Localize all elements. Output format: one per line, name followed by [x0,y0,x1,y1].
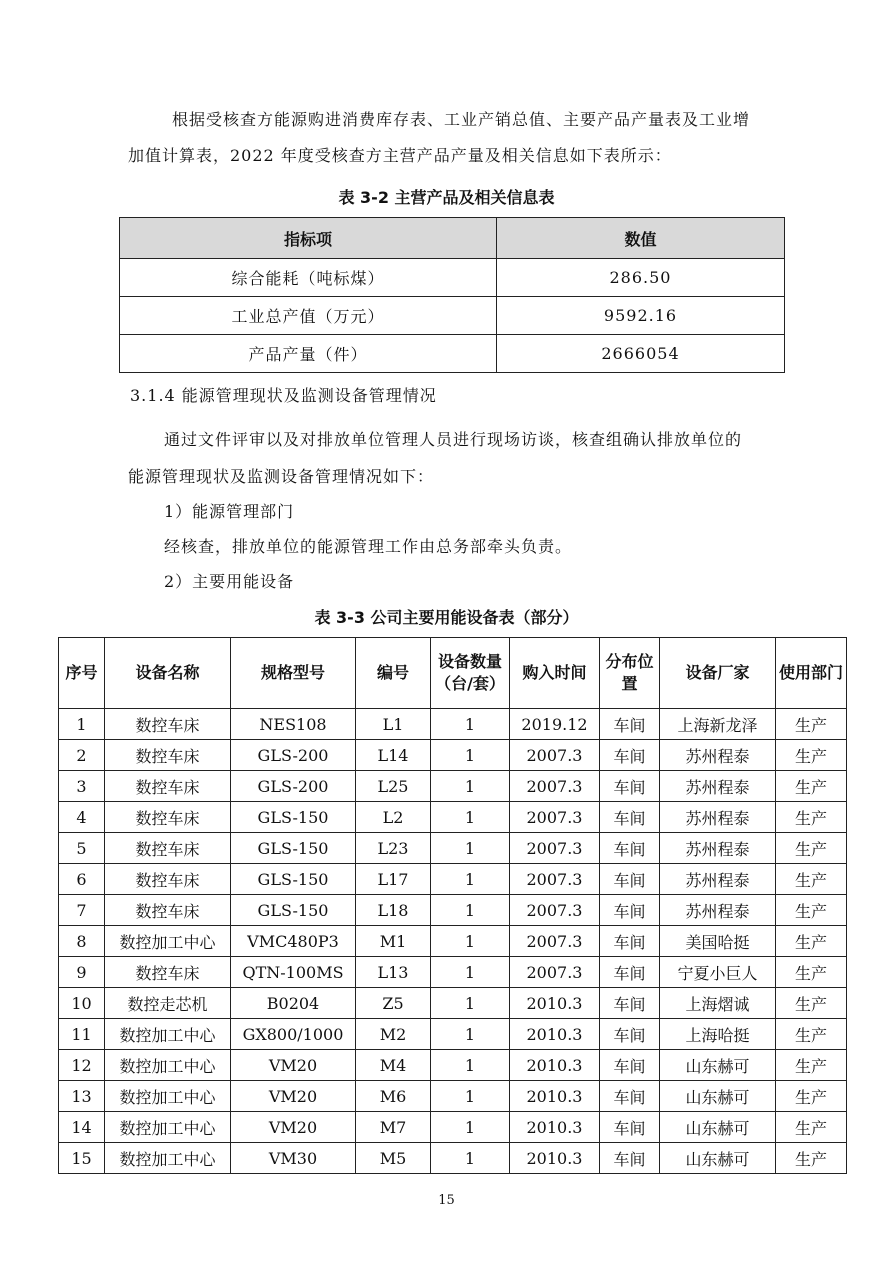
cell-equipment-name: 数控加工中心 [105,1112,231,1143]
cell-location: 车间 [600,1081,660,1112]
list-item-1-text: 经核查，排放单位的能源管理工作由总务部牵头负责。 [164,537,573,556]
cell-department: 生产 [776,740,847,771]
cell-model: VM20 [231,1081,356,1112]
cell-seq: 14 [59,1112,105,1143]
cell-department: 生产 [776,1019,847,1050]
cell-purchase-date: 2007.3 [510,926,600,957]
page-number: 15 [438,1193,455,1208]
cell-seq: 10 [59,988,105,1019]
cell-manufacturer: 山东赫可 [660,1143,776,1174]
list-item-1: 1）能源管理部门 [164,502,295,521]
cell-code: L25 [356,771,431,802]
cell-seq: 7 [59,895,105,926]
cell-equipment-name: 数控车床 [105,740,231,771]
cell-department: 生产 [776,1050,847,1081]
cell-value: 2666054 [497,335,785,373]
cell-manufacturer: 山东赫可 [660,1112,776,1143]
cell-manufacturer: 苏州程泰 [660,895,776,926]
cell-purchase-date: 2007.3 [510,864,600,895]
cell-purchase-date: 2007.3 [510,957,600,988]
cell-manufacturer: 上海新龙泽 [660,709,776,740]
header-purchase-date: 购入时间 [510,638,600,709]
table-row [59,1050,847,1081]
cell-purchase-date: 2010.3 [510,1050,600,1081]
cell-manufacturer: 上海熠诚 [660,988,776,1019]
cell-seq: 3 [59,771,105,802]
table-row [120,259,785,297]
cell-department: 生产 [776,1143,847,1174]
cell-quantity: 1 [431,1112,510,1143]
cell-equipment-name: 数控车床 [105,864,231,895]
cell-purchase-date: 2010.3 [510,1143,600,1174]
cell-seq: 11 [59,1019,105,1050]
cell-location: 车间 [600,895,660,926]
cell-equipment-name: 数控加工中心 [105,1143,231,1174]
table-row [59,833,847,864]
cell-location: 车间 [600,1143,660,1174]
cell-manufacturer: 上海哈挺 [660,1019,776,1050]
cell-model: VM20 [231,1112,356,1143]
cell-model: VMC480P3 [231,926,356,957]
cell-seq: 13 [59,1081,105,1112]
cell-department: 生产 [776,926,847,957]
table-row [59,709,847,740]
cell-equipment-name: 数控加工中心 [105,926,231,957]
cell-manufacturer: 苏州程泰 [660,833,776,864]
cell-quantity: 1 [431,709,510,740]
cell-model: GLS-200 [231,740,356,771]
cell-seq: 5 [59,833,105,864]
cell-department: 生产 [776,802,847,833]
cell-seq: 15 [59,1143,105,1174]
cell-model: VM20 [231,1050,356,1081]
main-product-table [119,217,785,373]
cell-manufacturer: 美国哈挺 [660,926,776,957]
header-value: 数值 [497,218,785,259]
cell-purchase-date: 2019.12 [510,709,600,740]
cell-equipment-name: 数控加工中心 [105,1081,231,1112]
cell-quantity: 1 [431,957,510,988]
table-header-row [59,638,847,709]
header-department: 使用部门 [776,638,847,709]
cell-quantity: 1 [431,988,510,1019]
header-location: 分布位置 [600,638,660,709]
cell-seq: 8 [59,926,105,957]
cell-purchase-date: 2007.3 [510,771,600,802]
table-row [59,864,847,895]
table-row [59,771,847,802]
cell-department: 生产 [776,988,847,1019]
cell-code: M7 [356,1112,431,1143]
cell-model: GX800/1000 [231,1019,356,1050]
cell-department: 生产 [776,1081,847,1112]
cell-quantity: 1 [431,895,510,926]
cell-equipment-name: 数控加工中心 [105,1050,231,1081]
cell-equipment-name: 数控走芯机 [105,988,231,1019]
header-code: 编号 [356,638,431,709]
cell-location: 车间 [600,833,660,864]
cell-code: M6 [356,1081,431,1112]
cell-purchase-date: 2007.3 [510,740,600,771]
cell-equipment-name: 数控车床 [105,833,231,864]
table-row [59,926,847,957]
cell-model: QTN-100MS [231,957,356,988]
cell-model: GLS-150 [231,802,356,833]
cell-seq: 4 [59,802,105,833]
cell-quantity: 1 [431,1081,510,1112]
cell-manufacturer: 山东赫可 [660,1081,776,1112]
cell-equipment-name: 数控车床 [105,709,231,740]
cell-value: 286.50 [497,259,785,297]
cell-purchase-date: 2007.3 [510,802,600,833]
cell-code: M2 [356,1019,431,1050]
cell-indicator: 产品产量（件） [120,335,497,373]
cell-manufacturer: 苏州程泰 [660,864,776,895]
header-indicator: 指标项 [120,218,497,259]
cell-equipment-name: 数控车床 [105,957,231,988]
cell-code: M4 [356,1050,431,1081]
cell-department: 生产 [776,1112,847,1143]
table-row [59,1019,847,1050]
cell-purchase-date: 2007.3 [510,833,600,864]
cell-manufacturer: 苏州程泰 [660,802,776,833]
cell-location: 车间 [600,740,660,771]
cell-code: L1 [356,709,431,740]
cell-code: L23 [356,833,431,864]
cell-location: 车间 [600,988,660,1019]
cell-purchase-date: 2010.3 [510,1112,600,1143]
table-row [59,1143,847,1174]
cell-code: M5 [356,1143,431,1174]
cell-equipment-name: 数控车床 [105,802,231,833]
cell-quantity: 1 [431,926,510,957]
table-row [59,1081,847,1112]
cell-model: NES108 [231,709,356,740]
table-row [59,740,847,771]
cell-location: 车间 [600,1050,660,1081]
cell-code: L2 [356,802,431,833]
table-row [59,895,847,926]
cell-quantity: 1 [431,864,510,895]
table-row [59,957,847,988]
cell-quantity: 1 [431,740,510,771]
cell-quantity: 1 [431,1019,510,1050]
cell-location: 车间 [600,1019,660,1050]
cell-seq: 9 [59,957,105,988]
cell-model: GLS-200 [231,771,356,802]
table-row [120,297,785,335]
cell-manufacturer: 苏州程泰 [660,771,776,802]
cell-location: 车间 [600,771,660,802]
cell-model: GLS-150 [231,833,356,864]
cell-code: L14 [356,740,431,771]
cell-purchase-date: 2010.3 [510,1019,600,1050]
table-3-2-caption: 表 3-2 主营产品及相关信息表 [338,188,555,207]
section-para-line-1: 通过文件评审以及对排放单位管理人员进行现场访谈，核查组确认排放单位的 [164,430,743,449]
cell-location: 车间 [600,864,660,895]
cell-quantity: 1 [431,771,510,802]
cell-model: B0204 [231,988,356,1019]
cell-location: 车间 [600,926,660,957]
cell-model: GLS-150 [231,864,356,895]
cell-code: M1 [356,926,431,957]
cell-department: 生产 [776,709,847,740]
cell-model: VM30 [231,1143,356,1174]
cell-location: 车间 [600,957,660,988]
cell-location: 车间 [600,1112,660,1143]
cell-equipment-name: 数控加工中心 [105,1019,231,1050]
cell-department: 生产 [776,957,847,988]
intro-line-1: 根据受核查方能源购进消费库存表、工业产销总值、主要产品产量表及工业增 [172,110,751,129]
header-seq: 序号 [59,638,105,709]
header-manufacturer: 设备厂家 [660,638,776,709]
equipment-table [58,637,847,1174]
cell-department: 生产 [776,771,847,802]
cell-code: L17 [356,864,431,895]
cell-quantity: 1 [431,802,510,833]
section-para-line-2: 能源管理现状及监测设备管理情况如下： [128,467,435,486]
header-quantity: 设备数量（台/套） [431,638,510,709]
cell-seq: 2 [59,740,105,771]
cell-seq: 1 [59,709,105,740]
cell-quantity: 1 [431,833,510,864]
table-header-row [120,218,785,259]
cell-value: 9592.16 [497,297,785,335]
cell-seq: 6 [59,864,105,895]
cell-location: 车间 [600,709,660,740]
intro-line-2: 加值计算表，2022 年度受核查方主营产品产量及相关信息如下表所示： [128,146,672,165]
cell-location: 车间 [600,802,660,833]
section-heading: 3.1.4 能源管理现状及监测设备管理情况 [130,386,437,405]
cell-equipment-name: 数控车床 [105,771,231,802]
cell-purchase-date: 2007.3 [510,895,600,926]
table-row [59,1112,847,1143]
cell-seq: 12 [59,1050,105,1081]
header-model: 规格型号 [231,638,356,709]
cell-purchase-date: 2010.3 [510,1081,600,1112]
cell-model: GLS-150 [231,895,356,926]
table-3-3-caption: 表 3-3 公司主要用能设备表（部分） [314,608,579,627]
cell-department: 生产 [776,833,847,864]
cell-indicator: 工业总产值（万元） [120,297,497,335]
cell-code: Z5 [356,988,431,1019]
cell-manufacturer: 宁夏小巨人 [660,957,776,988]
cell-quantity: 1 [431,1143,510,1174]
cell-manufacturer: 苏州程泰 [660,740,776,771]
cell-department: 生产 [776,864,847,895]
cell-quantity: 1 [431,1050,510,1081]
cell-indicator: 综合能耗（吨标煤） [120,259,497,297]
cell-purchase-date: 2010.3 [510,988,600,1019]
table-row [59,988,847,1019]
cell-code: L18 [356,895,431,926]
cell-code: L13 [356,957,431,988]
table-row [59,802,847,833]
cell-department: 生产 [776,895,847,926]
list-item-2: 2）主要用能设备 [164,572,295,591]
table-row [120,335,785,373]
cell-manufacturer: 山东赫可 [660,1050,776,1081]
cell-equipment-name: 数控车床 [105,895,231,926]
header-equipment-name: 设备名称 [105,638,231,709]
